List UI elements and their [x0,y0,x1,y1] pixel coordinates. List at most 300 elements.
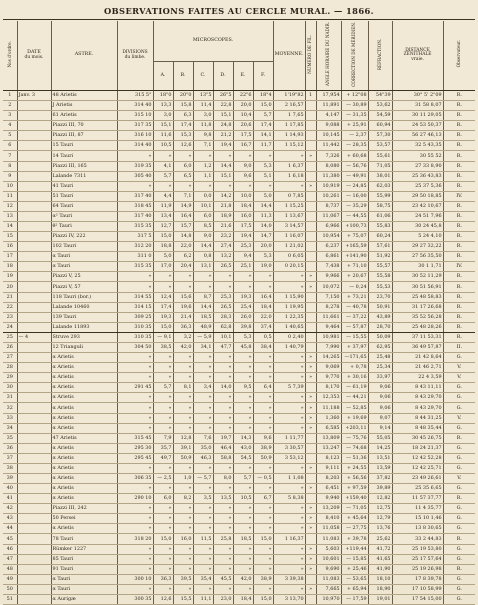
row-correction: — 24,85 [341,181,368,191]
row-divisions: 315 10 [117,111,153,121]
row-number: 27 [3,353,17,363]
table-body [3,91,475,605]
header-mean: MOYENNE. [273,21,305,91]
row-nadir: 10,145 [316,131,341,141]
row-wire [305,383,316,393]
row-wire [305,232,316,242]
row-mic-e: » [233,564,253,574]
row-wire: » [305,403,316,413]
row-mean: 0 2,40 [273,332,305,342]
row-mic-e: » [233,584,253,594]
row-wire [305,121,316,131]
row-mic-a: 4,1 [153,161,173,171]
row-number: 14 [3,222,17,232]
row-mic-f: 9,6 [253,433,273,443]
row-star: α Tauri [51,252,117,262]
row-mic-d: » [213,282,233,292]
row-star: Piazzi V, 57 [51,282,117,292]
row-observer: R. [443,252,475,262]
row-mic-c: 13"5 [193,91,213,101]
row-number: 24 [3,322,17,332]
row-wire: » [305,484,316,494]
row-nadir: 11,442 [316,141,341,151]
row-distance: 27 56 35,50 [392,252,443,262]
row-mean: 1 7,65 [273,111,305,121]
row-mean: » [273,393,305,403]
row-mic-b: 39,1 [173,443,193,453]
row-observer: R. [443,312,475,322]
row-mic-c: » [193,484,213,494]
row-observer: G. [443,544,475,554]
row-mic-d: 26"5 [213,91,233,101]
row-date [17,494,51,504]
row-mic-a: » [153,504,173,514]
row-correction: — 2,37 [341,131,368,141]
row-refraction: 25,48 [368,353,392,363]
row-mean: 2 16,57 [273,101,305,111]
row-mic-e: 25,3 [233,242,253,252]
row-observer: R. [443,433,475,443]
table-row [3,312,475,322]
row-star: α Arietis [51,453,117,463]
row-mic-e: 45,8 [233,342,253,352]
row-mic-f: » [253,544,273,554]
table-row [3,131,475,141]
row-mic-d: 15,1 [213,171,233,181]
row-refraction: 13,59 [368,463,392,473]
row-mic-f: 38,4 [253,342,273,352]
row-correction: — 15,55 [341,332,368,342]
row-mic-c: 11,4 [193,101,213,111]
row-mic-b: » [173,413,193,423]
row-date [17,141,51,151]
row-mic-a: 4,4 [153,191,173,201]
row-date [17,463,51,473]
row-mic-a: » [153,353,173,363]
row-mic-e: 25,4 [233,302,253,312]
row-mean: » [273,363,305,373]
row-mic-e: » [233,363,253,373]
row-refraction: 14,25 [368,443,392,453]
row-refraction: 71,05 [368,161,392,171]
row-distance: 32 5 43,35 [392,141,443,151]
row-observer: G. [443,554,475,564]
row-mic-b: 15,7 [173,222,193,232]
row-number: 29 [3,373,17,383]
row-star: 14 Tauri [51,151,117,161]
row-date [17,393,51,403]
row-correction: — 71,05 [341,504,368,514]
row-mic-a: 5,7 [153,171,173,181]
row-mic-d: 58,8 [213,453,233,463]
row-number: 45 [3,534,17,544]
row-date [17,101,51,111]
row-refraction: 54,59 [368,111,392,121]
row-mic-a: 15,0 [153,232,173,242]
table-row [3,91,475,101]
row-mic-f: » [253,272,273,282]
table-row [3,342,475,352]
row-observer: G. [443,524,475,534]
row-nadir: 11,067 [316,211,341,221]
row-observer: V. [443,413,475,423]
row-mean: » [273,272,305,282]
row-divisions: » [117,524,153,534]
row-divisions: » [117,484,153,494]
table-row [3,101,475,111]
row-date [17,383,51,393]
row-star: Lalande 10460 [51,302,117,312]
row-mic-b: 17,4 [173,121,193,131]
row-refraction: 12,79 [368,514,392,524]
row-mic-d: » [213,514,233,524]
row-refraction: 55,05 [368,433,392,443]
row-mic-b: » [173,403,193,413]
row-date [17,363,51,373]
row-mic-b: 8,1 [173,383,193,393]
row-mic-a: 12,7 [153,222,173,232]
row-mic-c: » [193,282,213,292]
row-star: 50 Persei [51,514,117,524]
row-mean: 1 40,79 [273,342,305,352]
row-refraction: 33,97 [368,373,392,383]
row-correction: — 52,85 [341,403,368,413]
row-refraction: 9,06 [368,383,392,393]
row-wire [305,494,316,504]
row-number: 20 [3,282,17,292]
row-nadir: 13,247 [316,443,341,453]
row-refraction: 60,94 [368,121,392,131]
row-mic-f: » [253,463,273,473]
row-observer: G. [443,383,475,393]
row-mic-c: 6,0 [193,211,213,221]
row-number: 49 [3,574,17,584]
row-mic-e: 39,8 [233,322,253,332]
row-star: α² Tauri [51,211,117,221]
row-distance: 21 42 8,64 [392,353,443,363]
row-number: 36 [3,443,17,453]
table-row [3,484,475,494]
row-observer: R. [443,332,475,342]
row-mic-f: » [253,504,273,514]
row-mean: 1 13,67 [273,211,305,221]
row-date [17,171,51,181]
row-star: 139 Tauri [51,312,117,322]
header-nadir: ANGLE HORAIRE DU NADIR. [316,21,341,91]
row-observer: G. [443,514,475,524]
row-number: 50 [3,584,17,594]
table-row [3,524,475,534]
row-distance: 30 1 1,71 [392,262,443,272]
row-mic-a: » [153,514,173,524]
row-correction: +119,44 [341,544,368,554]
row-mean: » [273,181,305,191]
row-date [17,232,51,242]
row-mic-d: 19,7 [213,433,233,443]
row-wire [305,111,316,121]
row-wire [305,433,316,443]
row-mic-d: 22,8 [213,101,233,111]
row-observer: R. [443,201,475,211]
row-observer: G. [443,504,475,514]
row-mic-e: 26,0 [233,312,253,322]
row-number: 39 [3,473,17,483]
row-mic-e: 19,4 [233,232,253,242]
row-refraction: 61,06 [368,211,392,221]
row-mic-b: » [173,151,193,161]
row-distance: 18 24 21,37 [392,443,443,453]
row-mic-c: » [193,423,213,433]
row-mic-d: 28,3 [213,312,233,322]
row-mic-f: 6,4 [253,383,273,393]
row-mic-f: 19,0 [253,262,273,272]
row-mic-b: 15,8 [173,101,193,111]
header-microscopes: MICROSCOPES. [153,21,273,62]
row-correction: — 74,68 [341,443,368,453]
row-mic-b: 6,3 [173,111,193,121]
row-star: 51 Tauri [51,191,117,201]
row-mic-b: 20"0 [173,91,193,101]
row-mean: 1 6,37 [273,161,305,171]
row-refraction: 9,07 [368,413,392,423]
row-correction: — 15,85 [341,554,368,564]
row-divisions: 317 40 [117,191,153,201]
table-header [3,21,475,91]
row-mean: 1 6,18 [273,171,305,181]
row-mic-e: 5,3 [233,332,253,342]
row-mic-a: 12,4 [153,292,173,302]
row-mic-e: » [233,484,253,494]
row-divisions: 315 35 [117,222,153,232]
row-mic-c: 8,5 [193,222,213,232]
table-row [3,151,475,161]
row-mean: 5 8,38 [273,494,305,504]
table-row [3,292,475,302]
row-wire [305,594,316,604]
row-number: 25 [3,332,17,342]
row-mic-e: » [233,463,253,473]
row-distance: 8 43 11,11 [392,383,443,393]
row-refraction: 50,09 [368,332,392,342]
row-mean: 1 17,85 [273,121,305,131]
row-distance: 33 2 44,83 [392,534,443,544]
row-mic-f: » [253,363,273,373]
row-correction: +203,11 [341,423,368,433]
row-refraction: 25,62 [368,534,392,544]
row-mic-e: 9,5 [233,383,253,393]
row-nadir: 10,981 [316,332,341,342]
row-mic-b: 3,2 [173,332,193,342]
row-divisions: 295 45 [117,453,153,463]
row-refraction: 57,30 [368,131,392,141]
row-star: α Arietis [51,363,117,373]
table-row [3,413,475,423]
row-correction: + 24,55 [341,463,368,473]
row-mic-f: 18"4 [253,91,273,101]
row-mic-d: » [213,373,233,383]
row-mic-f: » [253,353,273,363]
row-date [17,473,51,483]
row-wire [305,332,316,342]
row-correction: + 20,67 [341,272,368,282]
row-nadir: 9,464 [316,322,341,332]
row-mic-c: » [193,463,213,473]
row-nadir: 6,237 [316,242,341,252]
row-wire [305,252,316,262]
row-mic-f: 15,0 [253,594,273,604]
row-mic-e: 9,6 [233,171,253,181]
row-nadir: 11,891 [316,101,341,111]
row-mic-d: 13,5 [213,494,233,504]
row-mic-a: 19,3 [153,312,173,322]
row-date [17,413,51,423]
row-refraction: 23,70 [368,292,392,302]
table-row [3,534,475,544]
row-mic-c: 3,0 [193,111,213,121]
row-refraction: 12,82 [368,494,392,504]
row-divisions: 314 40 [117,141,153,151]
row-wire: » [305,524,316,534]
row-star: Piazzi III, 70 [51,121,117,131]
row-correction: — 61,19 [341,383,368,393]
row-divisions: » [117,544,153,554]
row-correction: — 51,36 [341,453,368,463]
row-mic-a: 7,9 [153,433,173,443]
row-mic-d: » [213,272,233,282]
row-mic-a: » [153,564,173,574]
table-row [3,353,475,363]
row-observer: R. [443,494,475,504]
row-nadir: 6,451 [316,484,341,494]
row-date [17,574,51,584]
header-mic-d: D. [213,62,233,91]
row-distance: 12 42 25,71 [392,463,443,473]
row-mic-f: 11,3 [253,211,273,221]
row-nadir: 17,954 [316,91,341,101]
row-wire: » [305,504,316,514]
row-mean: 1 15,25 [273,201,305,211]
row-mic-a: — 2,5 [153,473,173,483]
row-mic-f: » [253,151,273,161]
row-mic-c: » [193,353,213,363]
table-row [3,252,475,262]
row-mic-c: » [193,554,213,564]
row-mean: 1 16,07 [273,232,305,242]
row-star: Piazzi III, 165 [51,161,117,171]
row-number: 26 [3,342,17,352]
row-distance: 17 8 39,78 [392,574,443,584]
row-mic-f: » [253,484,273,494]
row-star: 78 Tauri [51,534,117,544]
row-mic-f: » [253,282,273,292]
row-wire: » [305,413,316,423]
row-mic-f: 15,0 [253,534,273,544]
row-observer: R. [443,151,475,161]
row-distance: 56 27 46,13 [392,131,443,141]
row-date [17,564,51,574]
row-distance: 25 35 6,65 [392,484,443,494]
row-refraction: 41,72 [368,544,392,554]
header-mic-f: F. [253,62,273,91]
row-number: 6 [3,141,17,151]
row-date [17,594,51,604]
row-observer: R. [443,564,475,574]
table-row [3,473,475,483]
row-refraction: 55,57 [368,262,392,272]
row-number: 1 [3,91,17,101]
row-star: 41 Tauri [51,181,117,191]
row-nadir: 6,585 [316,423,341,433]
row-wire [305,101,316,111]
row-correction: + 25,91 [341,121,368,131]
row-divisions: 310 35 [117,332,153,342]
row-mic-b: 14,8 [173,232,193,242]
header-wire: NUMÉRO DE FIL. [305,21,316,91]
header-date: DATE du mois. [17,21,51,91]
row-wire [305,574,316,584]
table-row [3,443,475,453]
table-row [3,594,475,604]
row-mic-f: 50,9 [253,453,273,463]
row-distance: 24 51 7,96 [392,211,443,221]
table-row [3,322,475,332]
row-mic-d: » [213,554,233,564]
row-mic-c: 11,8 [193,121,213,131]
row-wire [305,342,316,352]
row-observer: G. [443,463,475,473]
row-nadir: 8,737 [316,201,341,211]
row-mic-b: 14,9 [173,201,193,211]
row-mic-e: » [233,373,253,383]
row-mic-a: » [153,584,173,594]
row-mic-d: » [213,353,233,363]
row-mic-a: » [153,181,173,191]
row-mic-f: » [253,393,273,403]
row-mic-a: » [153,463,173,473]
header-mic-b: B. [173,62,193,91]
row-correction: + 71,10 [341,262,368,272]
row-observer: V. [443,373,475,383]
row-mean: » [273,544,305,554]
row-nadir: 9,966 [316,272,341,282]
row-mic-b: 12,8 [173,433,193,443]
row-date [17,181,51,191]
row-correction: + 19,69 [341,413,368,423]
title-rule [3,19,475,20]
row-nadir: 7,990 [316,342,341,352]
row-mic-c: 10,1 [193,201,213,211]
header-star: ASTRE. [51,21,117,91]
row-mic-f: 14,1 [253,131,273,141]
row-number: 43 [3,514,17,524]
row-number: 21 [3,292,17,302]
row-nadir: 7,665 [316,584,341,594]
row-mic-c: 13,1 [193,262,213,272]
row-mean: » [273,484,305,494]
row-correction: — 30,89 [341,101,368,111]
row-mic-b: 21,4 [173,312,193,322]
row-mic-b: 42,0 [173,342,193,352]
row-date [17,111,51,121]
row-observer: R. [443,91,475,101]
row-star: θ² Tauri [51,222,117,232]
row-mean: 1 11,77 [273,433,305,443]
row-observer: R. [443,302,475,312]
row-distance: 23 49 26,61 [392,473,443,483]
row-mic-c: — 5,7 [193,473,213,483]
row-nadir: 10,954 [316,232,341,242]
row-star: α Arietis [51,413,117,423]
